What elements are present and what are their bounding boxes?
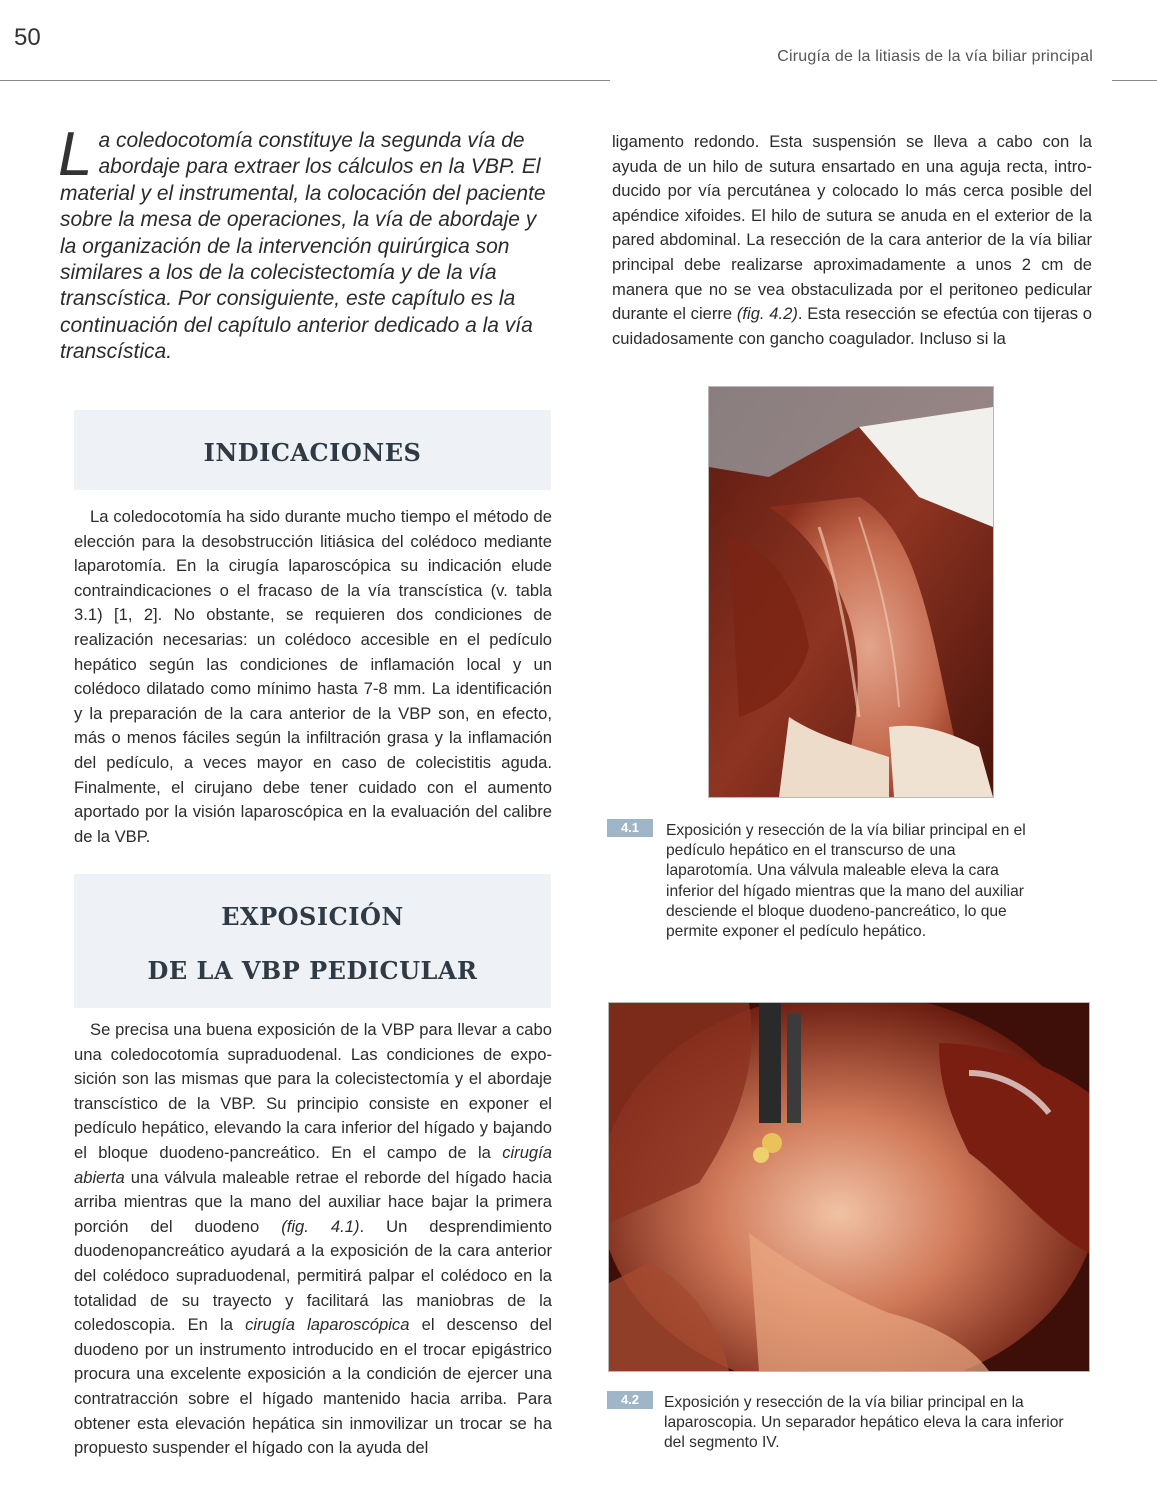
page-number: 50 [14, 24, 41, 51]
text-run: ligamento redondo. Esta suspensión se lleva a cabo con la ayuda de un hilo de sutura ensartado en una aguja recta, introducido por vía percutánea y colocado lo más cerca posible del apéndice xifoides. El hilo de sutura se anuda en el exterior de la pared abdominal. La resección de la cara anterior de la vía biliar principal debe realizarse aproximadamente a unos 2 cm de manera que no se vea obstaculizada por el peritoneo pedicular durante el cierre [612, 132, 1092, 324]
header-rule-right [1112, 80, 1157, 81]
text-run: . Un desprendimiento duodenopancreático ayudará a la exposición de la cara anterior del colédoco supraduodenal, permitirá palpar el colédoco en la totalidad de su trayecto y facilitará las maniobras de la coledoscopia. En la [74, 1216, 552, 1335]
header-rule [0, 80, 610, 81]
section-title-line2: DE LA VBP PEDICULAR [147, 956, 478, 985]
exposicion-body [74, 1018, 552, 1461]
paragraph [74, 1018, 552, 1461]
right-column-body [612, 130, 1092, 351]
text-run: . Esta resección se efectúa con tijeras o cuidadosamente con gancho coagulador. Incluso si la [612, 304, 1092, 348]
paragraph: La coledocotomía ha sido durante mucho tiempo el método de elección para la desobstrucción litiásica del colédoco mediante laparotomía. En la cirugía laparoscópica su indicación elude contraindicaciones o el fracaso de la vía transcística (v. tabla 3.1) [1, 2]. No obstante, se requieren dos condiciones de realización necesarias: un colédoco accesible en el pedículo hepático según las condiciones de inflamación local y un colédoco dilatado como mínimo hasta 7-8 mm. La identificación y la preparación de la cara anterior de la VBP son, en efecto, más o menos fáciles según la infiltración grasa y la inflamación del pedículo, a veces mayor en caso de colecistitis aguda. Finalmente, el cirujano debe tener cuidado con el aumento aportado por la visión laparoscópica en la evaluación del calibre de la VBP. [74, 507, 552, 846]
section-title: INDICACIONES [203, 438, 422, 467]
figure-reference[interactable]: (fig. 4.1) [281, 1216, 360, 1236]
section-heading-indicaciones [74, 410, 551, 490]
section-heading-exposicion [74, 874, 551, 1008]
surgical-photo-open [709, 387, 993, 797]
text-run: una válvula maleable retrae el reborde del hígado hacia arriba mientras que la mano del auxiliar hace bajar la primera porción del duodeno [74, 1167, 552, 1236]
figure-reference[interactable]: (fig. 4.2) [736, 304, 798, 324]
figure-4-1-photo [708, 386, 994, 798]
surgical-photo-laparoscopy [609, 1003, 1089, 1371]
drop-cap: L [58, 120, 93, 189]
figure-caption: Exposición y resección de la vía biliar principal en la laparoscopia. Un separador hepático eleva la cara inferior del segmento IV. [664, 1394, 1064, 1452]
text-run: Se precisa una buena exposición de la VBP para llevar a cabo una coledocotomía supraduodenal. Las condiciones de exposición son las mismas que para la colecistectomía y el abordaje transcístico de la VBP. Su principio consiste en exponer el pedículo hepático, elevando la cara inferior del hígado y bajando el bloque duodeno-pancreático. En el campo de la [74, 1020, 552, 1162]
text-run: el descenso del duodeno por un instrumento introducido en el trocar epigástrico procura una excelente exposición a la condición de ejercer una contratracción sobre el hígado mantenido hacia arriba. Para obtener esta elevación hepática sin inmovilizar un trocar se ha propuesto suspender el hígado con la ayuda del [74, 1315, 552, 1458]
paragraph [612, 130, 1092, 351]
indicaciones-body [74, 505, 552, 849]
figure-caption: Exposición y resección de la vía biliar principal en el pedículo hepático en el transcurso de una laparotomía. Una válvula maleable eleva la cara inferior del hígado mientras que la mano del auxiliar desciende el bloque duodeno-pancreático, lo que permite exponer el pedículo hepático. [666, 822, 1026, 941]
section-title-line1: EXPOSICIÓN [221, 902, 404, 931]
intro-text: a coledocotomía constituye la segunda vía de abordaje para extraer los cálculos en la VBP. El material y el instrumental, la colocación del paciente sobre la mesa de operaciones, la vía de abordaje y la organización de la intervención quirúrgica son similares a los de la colecistectomía y de la vía transcística. Por consiguiente, este capítulo es la continuación del capítulo anterior dedicado a la vía transcística. [60, 129, 546, 364]
figure-4-2-photo [608, 1002, 1090, 1372]
emphasis: cirugía laparoscópica [245, 1315, 410, 1335]
figure-badge: 4.2 [607, 1391, 653, 1409]
emphasis: cirugía abierta [74, 1142, 552, 1187]
running-head: Cirugía de la litiasis de la vía biliar principal [777, 48, 1093, 65]
chapter-intro [58, 120, 552, 366]
figure-badge: 4.1 [607, 819, 653, 837]
